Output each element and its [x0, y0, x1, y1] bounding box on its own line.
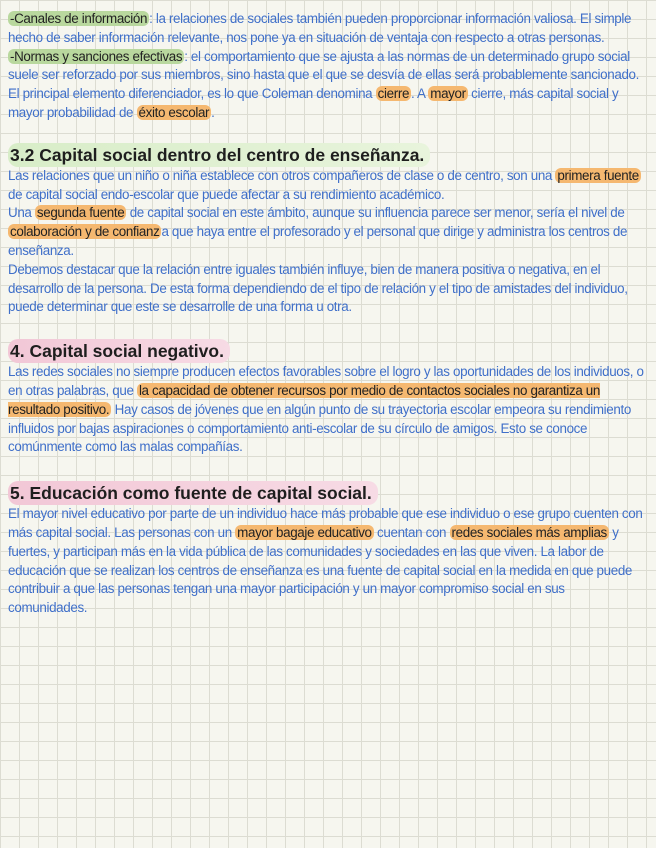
- s32-p1-text-1: Las relaciones que un niño o niña establece con otros compañeros de clase o de centro, son una: [8, 167, 556, 183]
- coleman-text-4: .: [211, 104, 215, 120]
- s4-text-1: Las redes sociales no siempre producen efectos favorables sobre el logro y las oportunidades de los individuos, o en otras palabras, que: [8, 364, 644, 398]
- paragraph-coleman: [8, 85, 644, 123]
- paragraph-primera-fuente: [8, 167, 644, 205]
- s32-p2-text-3: a que haya entre el profesorado y el personal que dirige y administra los centros de enseñanza.: [8, 224, 628, 258]
- highlight-capacidad-recursos: la capacidad de obtener recursos por medio de contactos sociales no garantiza un resultado positivo.: [8, 382, 600, 417]
- paragraph-educacion: [8, 505, 644, 618]
- paragraph-capital-negativo: [8, 363, 644, 457]
- s4-text-2: Hay casos de jóvenes que en algún punto de su trayectoria escolar empeora su rendimiento influidos por bajas aspiraciones o comportamiento anti-escolar de su círculo de amigos. Esto se conoce comúnmente como las malas compañías.: [8, 401, 631, 455]
- paragraph-segunda-fuente: [8, 204, 644, 260]
- section-heading-5: 5. Educación como fuente de capital social.: [8, 481, 378, 505]
- canales-text: : la relaciones de sociales también pueden proporcionar información valiosa. El simple hecho de saber información relevante, nos pone ya en situación de ventaja con respecto a otras personas.: [8, 11, 632, 45]
- highlight-primera-fuente: primera fuente: [557, 167, 639, 183]
- s32-p2-text-2: de capital social en este ámbito, aunque su influencia parece ser menor, sería el nivel de: [126, 205, 625, 221]
- coleman-text-1: El principal elemento diferenciador, es lo que Coleman denomina: [8, 86, 376, 102]
- term-normas: -Normas y sanciones efectivas: [10, 48, 183, 64]
- coleman-text-3: cierre, más capital social y mayor probabilidad de: [8, 86, 619, 120]
- paragraph-normas: [8, 48, 644, 86]
- notes-page: [8, 10, 644, 618]
- highlight-redes-amplias: redes sociales más amplias: [451, 524, 607, 540]
- highlight-segunda-fuente: segunda fuente: [36, 205, 125, 221]
- section-heading-4: 4. Capital social negativo.: [8, 339, 230, 363]
- paragraph-iguales: Debemos destacar que la relación entre iguales también influye, bien de manera positiva o negativa, en el desarrollo de la persona. De esta forma dependiendo de el tipo de relación y el tipo de amistades del individuo, puede determinar que este se desarrolle de una forma u otra.: [8, 261, 628, 315]
- s32-p1-text-2: de capital social endo-escolar que puede afectar a su rendimiento académico.: [8, 186, 445, 202]
- highlight-colaboracion: colaboración y de confianz: [10, 224, 160, 240]
- paragraph-canales: [8, 10, 644, 48]
- highlight-mayor-bagaje: mayor bagaje educativo: [237, 524, 372, 540]
- s5-text-2: cuentan con: [373, 524, 450, 540]
- term-canales: -Canales de información: [10, 11, 148, 26]
- coleman-text-2: . A: [411, 86, 429, 102]
- section-heading-3-2: 3.2 Capital social dentro del centro de enseñanza.: [8, 143, 430, 167]
- normas-text: : el comportamiento que se ajusta a las normas de un determinado grupo social suele ser reforzado por sus miembros, sino hasta que el que se desvía de ellas será probablemente sancionado.: [8, 48, 640, 83]
- highlight-exito-escolar: éxito escolar: [138, 104, 210, 120]
- s32-p2-text-1: Una: [8, 205, 35, 221]
- highlight-cierre: cierre: [377, 86, 410, 102]
- s5-text-1: El mayor nivel educativo por parte de un individuo hace más probable que ese individuo o ese grupo cuenten con más capital social. Las personas con un: [8, 506, 643, 540]
- s5-text-3: y fuertes, y participan más en la vida pública de las comunidades y sociedades en las que viven. La labor de educación que se realizan los centros de enseñanza es una fuente de capital social en la medida en que puede contribuir a que las personas tengan una mayor participación y un mayor compromiso social en sus comunidades.: [8, 524, 633, 616]
- highlight-mayor: mayor: [430, 86, 466, 102]
